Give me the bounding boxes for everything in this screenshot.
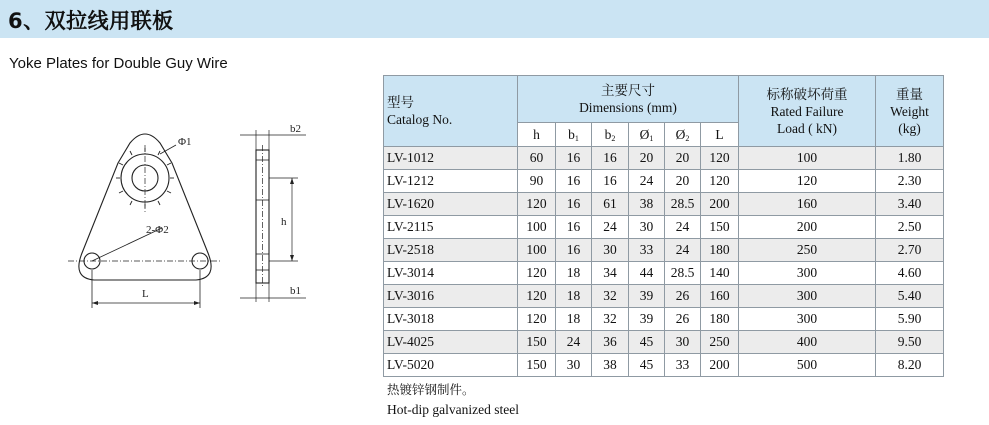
cell-d2: 24: [665, 216, 701, 239]
col-L: L: [701, 123, 739, 147]
hole-label: 2-Φ2: [146, 224, 169, 236]
cell-d1: 30: [629, 216, 665, 239]
phi1-label: Φ1: [178, 136, 192, 148]
table-row: [384, 147, 944, 170]
cell-load: 160: [739, 193, 876, 216]
col-b1: $b_1$: [556, 123, 592, 147]
cell-d2: 28.5: [665, 262, 701, 285]
footnote-cn: 热镀锌钢制件。: [387, 382, 475, 397]
cell-weight: 5.90: [876, 308, 944, 331]
cell-L: 250: [701, 331, 739, 354]
cell-h: 100: [518, 216, 556, 239]
weight-header: [876, 76, 944, 147]
cell-b2: 16: [592, 170, 629, 193]
table-row: [384, 354, 944, 377]
b1-label: b1: [290, 285, 301, 297]
cell-L: 140: [701, 262, 739, 285]
weight-cn: 重量: [896, 86, 923, 102]
cell-weight: 5.40: [876, 285, 944, 308]
cell-catalog: LV-2518: [384, 239, 518, 262]
load-en2: Load ( kN): [777, 120, 837, 136]
col-d1: $Ø_1$: [629, 123, 665, 147]
cell-load: 100: [739, 147, 876, 170]
table-row: [384, 170, 944, 193]
cell-catalog: LV-4025: [384, 331, 518, 354]
load-cn: 标称破坏荷重: [766, 86, 848, 102]
table-row: [384, 239, 944, 262]
cell-load: 120: [739, 170, 876, 193]
cell-b1: 16: [556, 193, 592, 216]
col-h: h: [518, 123, 556, 147]
cell-h: 120: [518, 285, 556, 308]
cell-d1: 39: [629, 285, 665, 308]
cell-b2: 30: [592, 239, 629, 262]
cell-b2: 24: [592, 216, 629, 239]
cell-weight: 2.70: [876, 239, 944, 262]
cell-load: 250: [739, 239, 876, 262]
cell-d2: 20: [665, 170, 701, 193]
page-title: 6、双拉线用联板: [8, 9, 174, 33]
cell-load: 300: [739, 308, 876, 331]
cell-catalog: LV-1212: [384, 170, 518, 193]
cell-h: 100: [518, 239, 556, 262]
weight-en2: (kg): [898, 120, 921, 136]
dimensions-cn: 主要尺寸: [601, 83, 655, 98]
load-header: [739, 76, 876, 147]
cell-d1: 45: [629, 331, 665, 354]
cell-load: 400: [739, 331, 876, 354]
cell-load: 500: [739, 354, 876, 377]
cell-weight: 4.60: [876, 262, 944, 285]
catalog-cn: 型号: [387, 95, 414, 110]
col-d2: $Ø_2$: [665, 123, 701, 147]
cell-d1: 45: [629, 354, 665, 377]
table-row: [384, 285, 944, 308]
cell-d2: 24: [665, 239, 701, 262]
cell-d2: 30: [665, 331, 701, 354]
weight-en1: Weight: [890, 103, 929, 119]
cell-L: 160: [701, 285, 739, 308]
catalog-en: Catalog No.: [387, 112, 453, 127]
cell-b2: 38: [592, 354, 629, 377]
cell-catalog: LV-3016: [384, 285, 518, 308]
footnote-en: Hot-dip galvanized steel: [387, 402, 519, 417]
page-subtitle: Yoke Plates for Double Guy Wire: [9, 55, 228, 72]
cell-h: 150: [518, 331, 556, 354]
cell-d2: 20: [665, 147, 701, 170]
col-b2: $b_2$: [592, 123, 629, 147]
cell-catalog: LV-1620: [384, 193, 518, 216]
cell-b2: 36: [592, 331, 629, 354]
cell-load: 300: [739, 285, 876, 308]
cell-h: 60: [518, 147, 556, 170]
load-en1: Rated Failure: [770, 103, 844, 119]
cell-b2: 32: [592, 308, 629, 331]
cell-d1: 20: [629, 147, 665, 170]
cell-d2: 26: [665, 285, 701, 308]
cell-b1: 18: [556, 308, 592, 331]
cell-L: 180: [701, 239, 739, 262]
dimensions-en: Dimensions (mm): [579, 100, 677, 115]
cell-b2: 16: [592, 147, 629, 170]
cell-b2: 61: [592, 193, 629, 216]
cell-L: 200: [701, 193, 739, 216]
table-row: [384, 262, 944, 285]
cell-d2: 26: [665, 308, 701, 331]
b2-label: b2: [290, 123, 301, 135]
cell-h: 120: [518, 193, 556, 216]
cell-L: 120: [701, 147, 739, 170]
table-body: [384, 147, 944, 377]
cell-load: 200: [739, 216, 876, 239]
table-row: [384, 308, 944, 331]
cell-L: 200: [701, 354, 739, 377]
table-row: [384, 193, 944, 216]
cell-b1: 16: [556, 216, 592, 239]
cell-d2: 28.5: [665, 193, 701, 216]
cell-L: 120: [701, 170, 739, 193]
cell-weight: 2.50: [876, 216, 944, 239]
cell-b1: 18: [556, 285, 592, 308]
table-row: [384, 216, 944, 239]
cell-b1: 18: [556, 262, 592, 285]
cell-catalog: LV-1012: [384, 147, 518, 170]
catalog-header: [384, 76, 518, 147]
cell-catalog: LV-5020: [384, 354, 518, 377]
cell-weight: 9.50: [876, 331, 944, 354]
cell-weight: 8.20: [876, 354, 944, 377]
cell-h: 120: [518, 308, 556, 331]
cell-h: 150: [518, 354, 556, 377]
table-row: [384, 331, 944, 354]
cell-weight: 1.80: [876, 147, 944, 170]
cell-L: 150: [701, 216, 739, 239]
cell-d2: 33: [665, 354, 701, 377]
cell-catalog: LV-3014: [384, 262, 518, 285]
cell-b1: 30: [556, 354, 592, 377]
cell-d1: 39: [629, 308, 665, 331]
cell-h: 120: [518, 262, 556, 285]
cell-b2: 34: [592, 262, 629, 285]
cell-load: 300: [739, 262, 876, 285]
title-bar: [0, 0, 989, 38]
h-label: h: [281, 216, 287, 228]
spec-table: [383, 75, 944, 377]
cell-h: 90: [518, 170, 556, 193]
cell-catalog: LV-2115: [384, 216, 518, 239]
cell-d1: 44: [629, 262, 665, 285]
cell-L: 180: [701, 308, 739, 331]
cell-b1: 24: [556, 331, 592, 354]
cell-catalog: LV-3018: [384, 308, 518, 331]
cell-b1: 16: [556, 239, 592, 262]
cell-b1: 16: [556, 170, 592, 193]
yoke-plate-drawing: [0, 120, 330, 320]
cell-d1: 38: [629, 193, 665, 216]
cell-d1: 24: [629, 170, 665, 193]
cell-d1: 33: [629, 239, 665, 262]
cell-b2: 32: [592, 285, 629, 308]
length-label: L: [142, 288, 149, 300]
cell-b1: 16: [556, 147, 592, 170]
dimensions-header: [518, 76, 739, 123]
cell-weight: 2.30: [876, 170, 944, 193]
cell-weight: 3.40: [876, 193, 944, 216]
